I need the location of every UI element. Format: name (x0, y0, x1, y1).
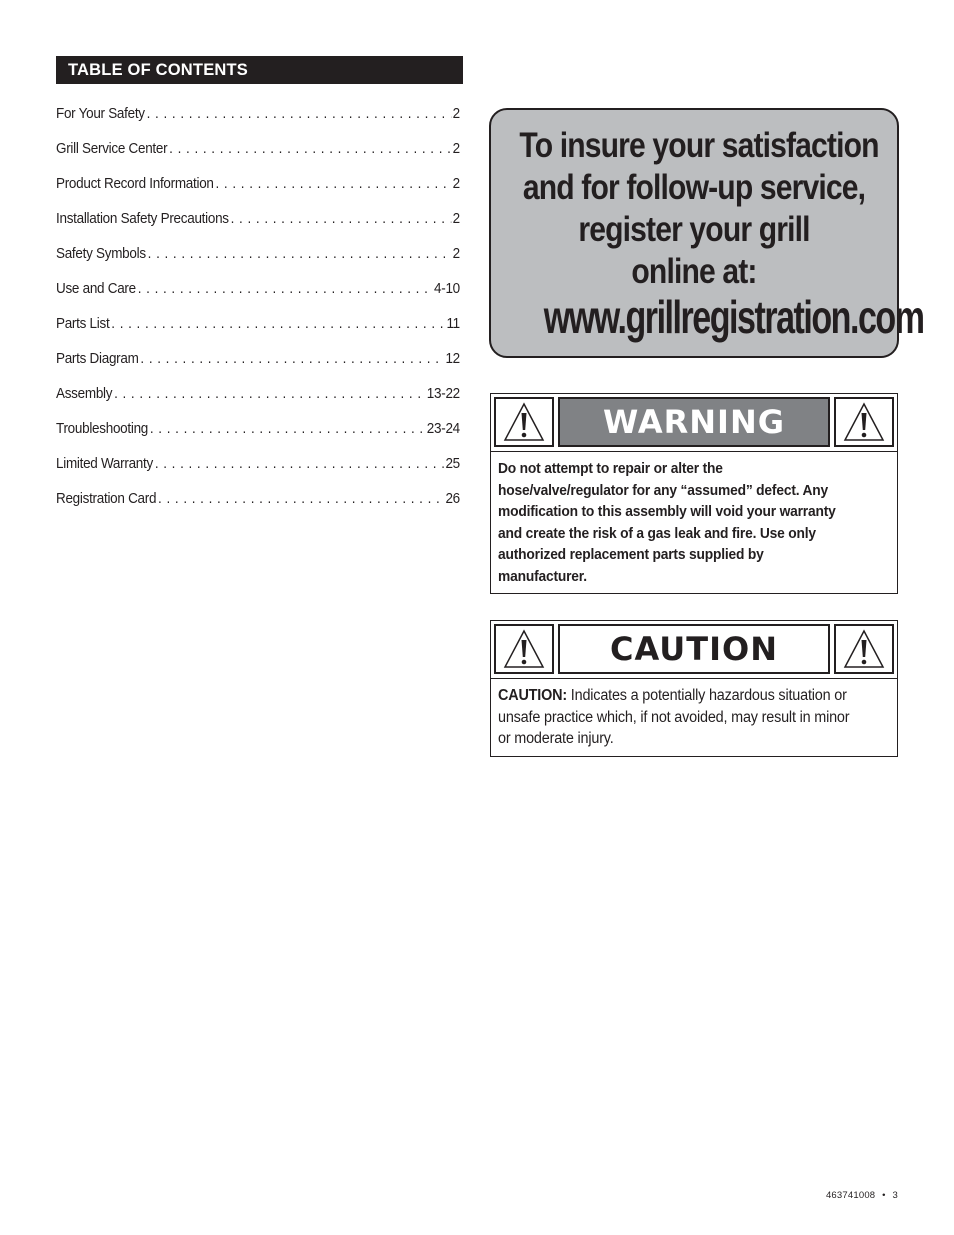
toc-entry-title: Parts Diagram (56, 351, 139, 367)
toc-entry-page: 4-10 (434, 281, 460, 297)
registration-box (489, 108, 924, 358)
warning-triangle-icon (834, 624, 894, 674)
warning-text-line: Do not attempt to repair or alter the (498, 460, 723, 477)
caution-banner: CAUTION (558, 624, 830, 674)
registration-line: To insure your satisfaction (519, 126, 879, 165)
toc-heading: TABLE OF CONTENTS (56, 56, 463, 84)
caution-label: CAUTION: (498, 687, 567, 704)
warning-header (491, 394, 897, 452)
toc-leader-dots (155, 456, 444, 472)
warning-triangle-icon (494, 397, 554, 447)
toc-entry (56, 246, 460, 281)
toc-leader-dots (138, 281, 432, 297)
toc-leader-dots (150, 421, 425, 437)
registration-message (491, 125, 897, 293)
toc-entry-title: Troubleshooting (56, 421, 149, 437)
toc-entry-page: 25 (445, 456, 460, 472)
toc-entry (56, 421, 460, 456)
toc-leader-dots (231, 211, 451, 227)
caution-text-content: Indicates a potentially hazardous situation or (570, 687, 847, 704)
caution-text-line: or moderate injury. (498, 730, 614, 747)
toc-entry (56, 456, 460, 491)
toc-entry-title: Safety Symbols (56, 246, 146, 262)
warning-text (491, 452, 897, 593)
warning-text-line: manufacturer. (498, 567, 587, 585)
toc-list (56, 106, 460, 526)
warning-banner: WARNING (558, 397, 830, 447)
caution-text-line (498, 685, 862, 707)
toc-entry-title: Registration Card (56, 491, 157, 507)
toc-entry-page: 26 (445, 491, 460, 507)
toc-entry-title: Product Record Information (56, 176, 214, 192)
toc-entry-title: Use and Care (56, 281, 136, 297)
warning-triangle-icon (494, 624, 554, 674)
toc-entry (56, 176, 460, 211)
toc-leader-dots (111, 316, 444, 332)
toc-leader-dots (148, 246, 451, 262)
toc-entry-page: 2 (452, 176, 460, 192)
caution-panel (490, 620, 898, 757)
toc-entry-page: 2 (452, 141, 460, 157)
caution-text (491, 679, 897, 756)
toc-entry-title: For Your Safety (56, 106, 145, 122)
toc-entry-title: Installation Safety Precautions (56, 211, 229, 227)
toc-entry-title: Parts List (56, 316, 110, 332)
toc-leader-dots (216, 176, 451, 192)
toc-entry (56, 386, 460, 421)
warning-text-line: and create the risk of a gas leak and fire. Use only (498, 524, 816, 542)
registration-url: www.grillregistration.com (543, 291, 924, 343)
toc-entry-page: 12 (445, 351, 460, 367)
toc-entry (56, 141, 460, 176)
toc-entry-page: 2 (452, 246, 460, 262)
warning-text-line: hose/valve/regulator for any “assumed” defect. Any (498, 481, 829, 499)
toc-entry-page: 2 (452, 211, 460, 227)
warning-panel (490, 393, 898, 594)
toc-entry (56, 316, 460, 351)
toc-entry-title: Limited Warranty (56, 456, 153, 472)
toc-entry (56, 281, 460, 316)
page-footer (826, 1190, 898, 1201)
toc-leader-dots (147, 106, 451, 122)
toc-entry (56, 106, 460, 141)
toc-leader-dots (158, 491, 444, 507)
toc-entry-title: Assembly (56, 386, 113, 402)
footer-separator: • (882, 1190, 886, 1201)
toc-leader-dots (169, 141, 451, 157)
toc-entry-title: Grill Service Center (56, 141, 168, 157)
toc-entry-page: 2 (452, 106, 460, 122)
warning-text-line: modification to this assembly will void your warranty (498, 503, 836, 520)
toc-entry-page: 13-22 (426, 386, 460, 402)
toc-leader-dots (114, 386, 425, 402)
registration-line: register your grill (578, 210, 810, 249)
warning-text-line: authorized replacement parts supplied by (498, 546, 764, 563)
toc-entry (56, 211, 460, 246)
registration-line: and for follow-up service, (522, 168, 866, 207)
caution-text-line: unsafe practice which, if not avoided, may result in minor (498, 708, 850, 726)
document-number: 463741008 (825, 1190, 876, 1201)
toc-entry-page: 23-24 (426, 421, 460, 437)
toc-leader-dots (140, 351, 443, 367)
registration-line: online at: (631, 252, 757, 291)
page-number: 3 (892, 1190, 898, 1201)
toc-entry-page: 11 (446, 316, 460, 332)
toc-entry (56, 351, 460, 386)
toc-entry (56, 491, 460, 526)
caution-header (491, 621, 897, 679)
warning-triangle-icon (834, 397, 894, 447)
